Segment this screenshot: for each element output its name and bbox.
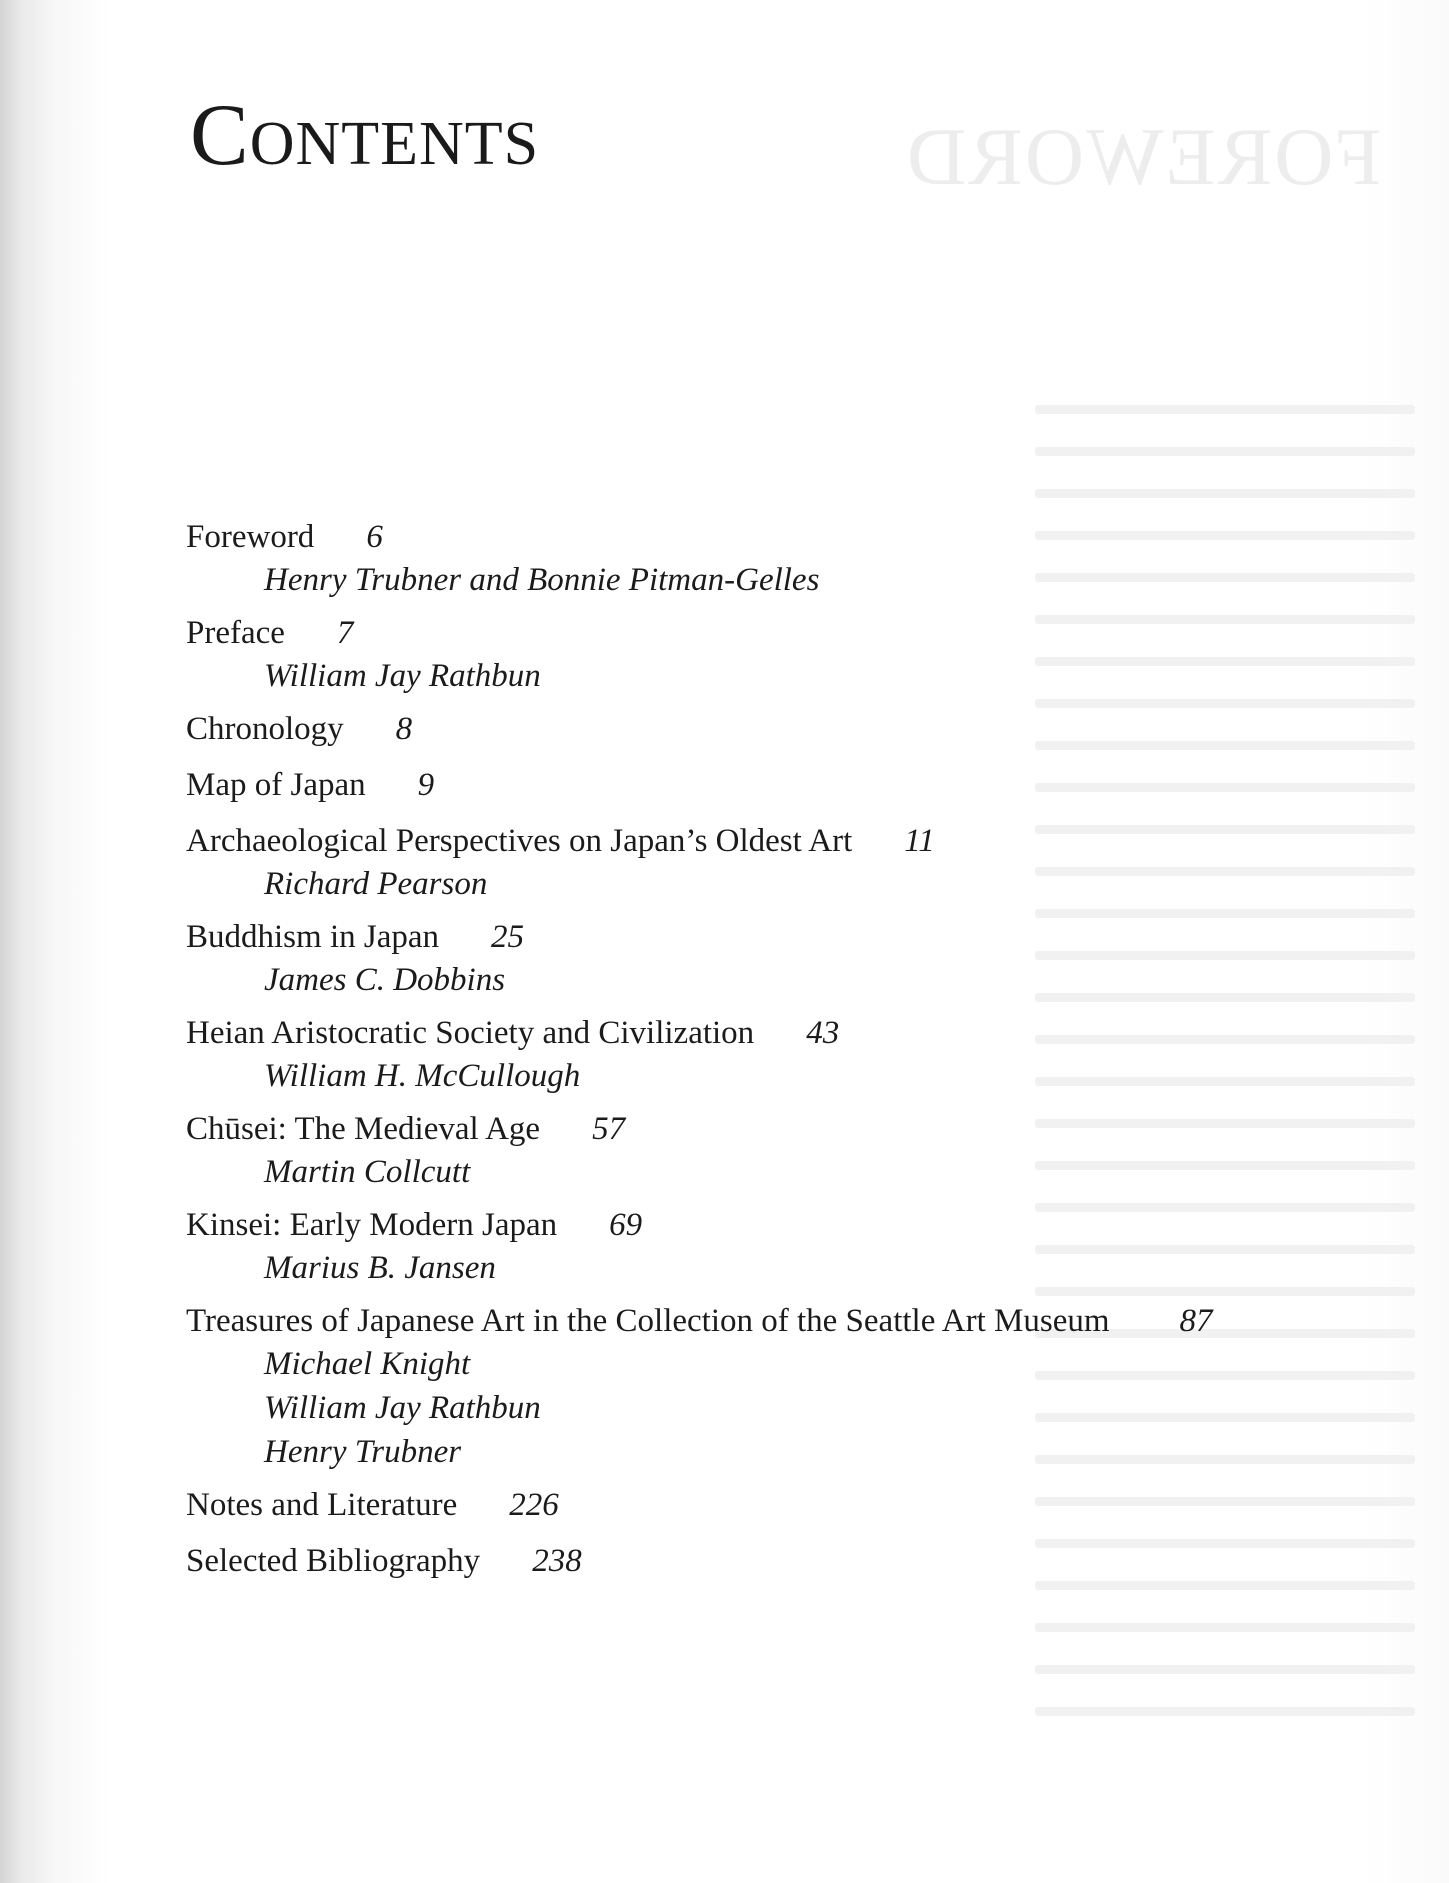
toc-entry-page: 7	[336, 615, 354, 651]
toc-entry-author: Richard Pearson	[264, 866, 488, 902]
toc-entry-page: 6	[366, 519, 383, 555]
toc-entry-page: 9	[417, 767, 435, 803]
toc-entry	[186, 1540, 1386, 1582]
toc-entry-row	[186, 612, 1386, 654]
toc-entry-row	[186, 1012, 1386, 1054]
toc-entry-author: Henry Trubner	[264, 1434, 462, 1470]
toc-entry-title: Map of Japan	[186, 767, 366, 803]
toc-entry	[186, 1484, 1386, 1526]
toc-entry	[186, 1108, 1386, 1194]
toc-entry	[186, 916, 1386, 1002]
toc-entry	[186, 1012, 1386, 1098]
toc-entry-page: 69	[609, 1207, 643, 1243]
toc-entry-row	[186, 1540, 1386, 1582]
toc-entry-page: 226	[509, 1487, 559, 1523]
toc-entry-author: Henry Trubner and Bonnie Pitman-Gelles	[264, 562, 820, 598]
toc-entry-title: Archaeological Perspectives on Japan’s Oldest Art	[186, 823, 853, 859]
toc-entry-row	[186, 764, 1386, 806]
toc-entry-title: Buddhism in Japan	[186, 919, 439, 955]
toc-entry-title: Treasures of Japanese Art in the Collection of the Seattle Art Museum	[186, 1303, 1110, 1339]
toc-entry-row	[186, 820, 1386, 862]
toc-entry-author: William H. McCullough	[264, 1058, 581, 1094]
toc-entry-row	[186, 708, 1386, 750]
toc-entry-author: Martin Collcutt	[264, 1154, 471, 1190]
toc-entry-author: Michael Knight	[264, 1346, 471, 1382]
toc-entry-row	[186, 1300, 1386, 1342]
toc-entry-row	[186, 1484, 1386, 1526]
toc-entry	[186, 764, 1386, 806]
toc-entry-author: Marius B. Jansen	[264, 1250, 496, 1286]
toc-entry-title: Preface	[186, 615, 285, 651]
toc-entry-row	[186, 1108, 1386, 1150]
toc-entry-title: Selected Bibliography	[186, 1543, 481, 1579]
toc-entry-page: 8	[395, 711, 413, 747]
toc-entry-page: 57	[592, 1111, 626, 1147]
toc-entry-title: Chūsei: The Medieval Age	[186, 1111, 541, 1147]
toc-entry	[186, 708, 1386, 750]
toc-entry	[186, 820, 1386, 906]
toc-entry-row	[186, 516, 1386, 558]
toc-entry	[186, 516, 1386, 602]
toc-entry-title: Notes and Literature	[186, 1487, 458, 1523]
toc-entry-author: William Jay Rathbun	[264, 658, 541, 694]
toc-entry-page: 87	[1179, 1303, 1213, 1339]
toc-entry-author: William Jay Rathbun	[264, 1390, 541, 1426]
toc-entry-page: 238	[532, 1543, 582, 1579]
toc-entry-page: 11	[904, 823, 935, 859]
toc-entry-title: Kinsei: Early Modern Japan	[186, 1207, 558, 1243]
table-of-contents	[186, 516, 1386, 1596]
toc-entry-title: Chronology	[186, 711, 344, 747]
page-title: Contents	[190, 87, 540, 184]
toc-entry-title: Foreword	[186, 519, 315, 555]
toc-entry	[186, 1300, 1386, 1474]
toc-entry	[186, 1204, 1386, 1290]
toc-entry-page: 25	[491, 919, 524, 955]
toc-entry-row	[186, 916, 1386, 958]
toc-entry-title: Heian Aristocratic Society and Civilization	[186, 1015, 755, 1051]
toc-entry-author: James C. Dobbins	[264, 962, 506, 998]
facing-page-show-through: FOREWORD	[905, 111, 1382, 202]
toc-entry-row	[186, 1204, 1386, 1246]
toc-entry	[186, 612, 1386, 698]
toc-entry-page: 43	[806, 1015, 840, 1051]
